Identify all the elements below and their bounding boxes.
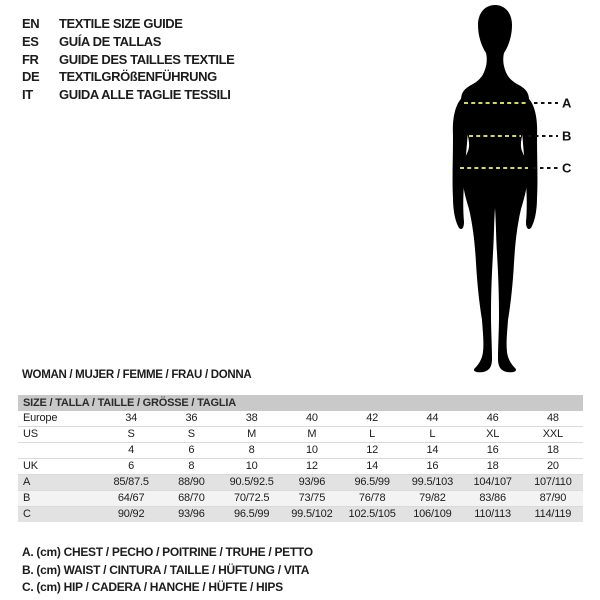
size-value-cell: XL (486, 428, 500, 440)
table-row (18, 442, 583, 458)
size-value-cell: 10 (305, 444, 318, 456)
legend-chest: A. (cm) CHEST / PECHO / POITRINE / TRUHE / PETTO (22, 545, 313, 559)
marker-label-hip: C (562, 160, 572, 176)
size-table-body (18, 411, 583, 522)
size-value-cell: M (307, 428, 317, 440)
size-value-cell: 93/96 (298, 476, 326, 488)
size-value-cell: 36 (185, 412, 198, 424)
title-row-de (22, 68, 234, 86)
size-value-cell: 99.5/102 (291, 508, 333, 520)
lang-code: IT (22, 87, 33, 103)
size-value-cell: 79/82 (419, 492, 446, 504)
legend-waist: B. (cm) WAIST / CINTURA / TAILLE / HÜFTUNG / VITA (22, 562, 310, 577)
lang-code: ES (22, 33, 39, 49)
size-value-cell: 18 (546, 444, 559, 456)
size-value-cell: XXL (542, 428, 563, 440)
size-value-cell: 83/86 (479, 492, 506, 504)
lang-code: DE (22, 69, 40, 85)
size-value-cell: 99.5/103 (411, 476, 453, 488)
size-value-cell: 20 (546, 460, 559, 472)
size-value-cell: 76/78 (358, 492, 386, 504)
size-value-cell: 8 (248, 444, 255, 456)
size-value-cell: S (187, 428, 195, 440)
title-row-es (22, 33, 234, 51)
size-value-cell: 6 (128, 460, 135, 472)
size-table (18, 395, 583, 522)
size-value-cell: 110/113 (474, 508, 511, 520)
section-title-woman: WOMAN / MUJER / FEMME / FRAU / DONNA (22, 369, 252, 381)
title-text: GUIDA ALLE TAGLIE TESSILI (59, 87, 231, 103)
title-text: TEXTILE SIZE GUIDE (59, 16, 183, 31)
table-row (18, 490, 583, 506)
size-value-cell: 88/90 (178, 476, 205, 488)
title-text: TEXTILGRÖßENFÜHRUNG (59, 69, 217, 85)
row-label: A (23, 476, 31, 488)
size-value-cell: 14 (366, 460, 379, 472)
size-value-cell: 114/119 (534, 508, 572, 520)
row-label (18, 443, 101, 458)
title-row-fr (22, 51, 234, 69)
title-row-en (22, 15, 234, 33)
woman-silhouette (453, 5, 538, 372)
size-value-cell: 46 (486, 412, 499, 424)
size-value-cell: 85/87.5 (113, 476, 149, 488)
size-value-cell: 14 (426, 444, 439, 456)
row-label: US (23, 428, 38, 440)
size-value-cell: 70/72.5 (233, 492, 270, 504)
marker-label-chest: A (562, 95, 572, 111)
title-text: GUÍA DE TALLAS (59, 33, 162, 49)
size-value-cell: 96.5/99 (354, 476, 390, 488)
row-label: B (23, 492, 31, 504)
size-value-cell: 64/67 (117, 492, 145, 504)
size-value-cell: 68/70 (178, 492, 205, 504)
size-value-cell: 44 (426, 412, 439, 424)
table-row (18, 474, 583, 490)
size-value-cell: 48 (546, 412, 559, 424)
size-value-cell: 16 (486, 444, 499, 456)
marker-label-waist: B (562, 128, 572, 144)
language-title-list (22, 15, 234, 104)
size-value-cell: 10 (245, 460, 258, 472)
size-value-cell: 96.5/99 (233, 508, 270, 520)
size-value-cell: 107/110 (534, 476, 572, 488)
size-value-cell: 106/109 (413, 508, 452, 520)
legend-hip: C. (cm) HIP / CADERA / HANCHE / HÜFTE / HIPS (22, 580, 283, 594)
size-value-cell: 40 (305, 412, 318, 424)
title-text: GUIDE DES TAILLES TEXTILE (59, 51, 235, 67)
size-value-cell: 102.5/105 (348, 508, 396, 520)
size-value-cell: 4 (128, 444, 135, 456)
size-table-header: SIZE / TALLA / TAILLE / GRÖSSE / TAGLIA (18, 395, 583, 411)
row-label: UK (23, 460, 38, 472)
table-row (18, 426, 583, 442)
size-value-cell: 73/75 (298, 492, 326, 504)
size-value-cell: L (369, 428, 376, 440)
lang-code: EN (22, 16, 40, 31)
table-row (18, 411, 583, 426)
table-row (18, 506, 583, 522)
size-value-cell: 34 (125, 412, 138, 424)
size-value-cell: 104/107 (473, 476, 512, 488)
woman-silhouette-figure (440, 0, 600, 380)
table-row (18, 458, 583, 474)
size-value-cell: L (429, 428, 436, 440)
size-value-cell: S (127, 428, 135, 440)
row-label: C (23, 508, 31, 520)
title-row-it (22, 86, 234, 104)
size-value-cell: 38 (245, 412, 258, 424)
row-label: Europe (23, 412, 58, 424)
size-value-cell: 90/92 (117, 508, 145, 520)
size-value-cell: 16 (426, 460, 439, 472)
size-value-cell: 42 (366, 412, 379, 424)
size-value-cell: 87/90 (539, 492, 567, 504)
size-value-cell: 8 (188, 460, 195, 472)
lang-code: FR (22, 51, 39, 67)
size-value-cell: 6 (188, 444, 195, 456)
size-value-cell: 18 (486, 460, 499, 472)
size-value-cell: 90.5/92.5 (229, 476, 274, 488)
measurement-legend (22, 544, 313, 597)
size-value-cell: 93/96 (178, 508, 205, 520)
size-value-cell: M (247, 428, 257, 440)
size-value-cell: 12 (305, 460, 318, 472)
size-value-cell: 12 (366, 444, 379, 456)
